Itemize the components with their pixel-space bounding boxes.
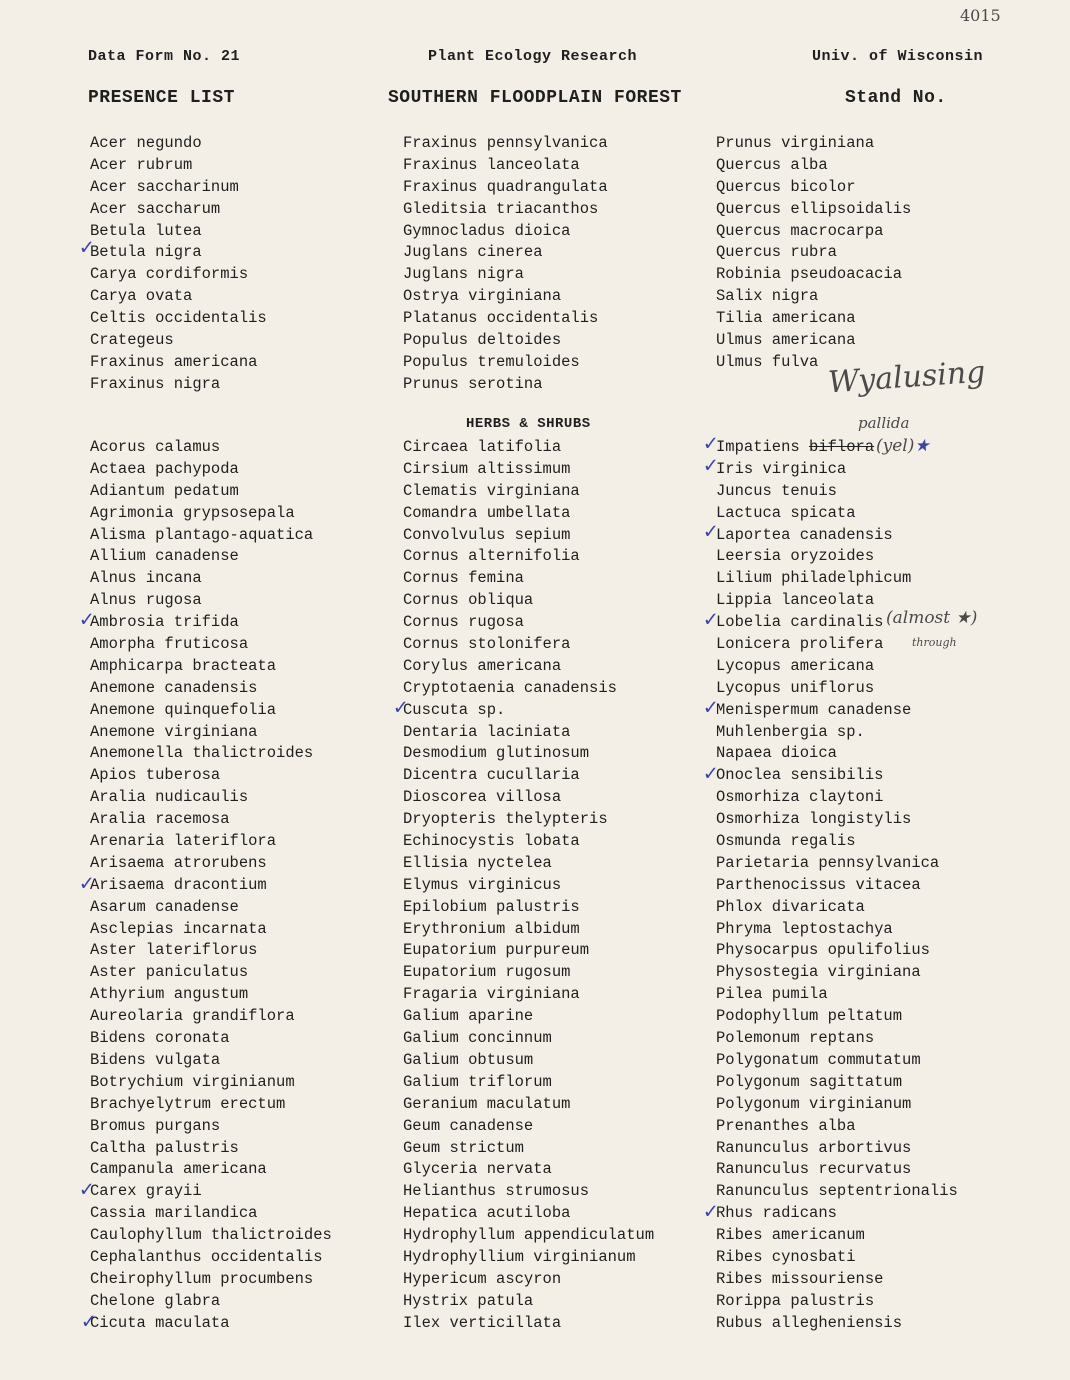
species-name: Epilobium palustris — [403, 897, 580, 916]
species-name: Osmorhiza longistylis — [716, 810, 912, 829]
species-name: Phryma leptostachya — [716, 919, 893, 938]
species-name: Juncus tenuis — [716, 481, 837, 500]
species-name: Galium obtusum — [403, 1050, 534, 1069]
species-name: Asclepias incarnata — [90, 919, 267, 938]
species-name: Anemone canadensis — [90, 678, 258, 697]
org-name: Plant Ecology Research — [428, 48, 638, 65]
herbs-column-2 — [403, 437, 654, 1335]
species-name: Aureolaria grandiflora — [90, 1007, 295, 1026]
species-name: Podophyllum peltatum — [716, 1007, 903, 1026]
species-name: Fraxinus pennsylvanica — [403, 134, 608, 152]
species-name: Anemone quinquefolia — [90, 700, 277, 719]
species-name: Amphicarpa bracteata — [90, 656, 277, 675]
herbs-column-1 — [90, 437, 332, 1335]
species-name: Phlox divaricata — [716, 897, 865, 916]
herbs-heading: HERBS & SHRUBS — [466, 416, 591, 432]
impatiens-suffix-text: (yel) — [876, 436, 915, 456]
species-name: Iris virginica — [716, 459, 847, 478]
species-name: Ranunculus recurvatus — [716, 1160, 912, 1179]
species-name: Hystrix patula — [403, 1291, 534, 1310]
species-name: Cornus stolonifera — [403, 635, 571, 654]
check-mark-icon: ✓ — [80, 236, 94, 261]
species-name: Erythronium albidum — [403, 919, 580, 938]
herbs-column-3 — [716, 437, 958, 1335]
page-number: 4015 — [960, 6, 1001, 25]
stand-label: Stand No. — [845, 88, 947, 108]
species-name: Alisma plantago-aquatica — [90, 525, 314, 544]
species-name: Populus tremuloides — [403, 352, 580, 371]
species-name: Rubus allegheniensis — [716, 1313, 903, 1332]
species-name: Fraxinus nigra — [90, 374, 221, 393]
species-name: Brachyelytrum erectum — [90, 1094, 286, 1113]
check-mark-icon: ✓ — [704, 1200, 718, 1225]
species-name: Lobelia cardinalis — [716, 613, 884, 632]
check-mark-icon: ✓ — [704, 762, 718, 787]
species-name: Agrimonia grypsosepala — [90, 503, 295, 522]
species-name: Corylus americana — [403, 656, 562, 675]
species-name: Ribes cynosbati — [716, 1247, 856, 1266]
species-name: Gleditsia triacanthos — [403, 199, 599, 218]
species-name: Betula lutea — [90, 221, 202, 240]
struck-epithet: biflora — [809, 438, 875, 456]
check-mark-icon: ✓ — [704, 608, 718, 633]
species-name: Quercus ellipsoidalis — [716, 199, 912, 218]
species-name: Hepatica acutiloba — [403, 1204, 571, 1223]
species-name: Lippia lanceolata — [716, 591, 875, 610]
species-name: Parietaria pennsylvanica — [716, 853, 940, 872]
species-name: Hypericum ascyron — [403, 1269, 562, 1288]
species-name: Populus deltoides — [403, 331, 562, 350]
species-name: Dryopteris thelypteris — [403, 810, 608, 829]
species-name: Eupatorium rugosum — [403, 963, 571, 982]
species-name: Cassia marilandica — [90, 1204, 258, 1223]
species-name: Echinocystis lobata — [403, 832, 580, 851]
species-name: Crategeus — [90, 331, 174, 350]
species-name: Anemone virginiana — [90, 722, 258, 741]
check-mark-icon: ✓ — [394, 696, 408, 721]
species-name: Acer rubrum — [90, 155, 193, 174]
species-name: Aralia nudicaulis — [90, 788, 249, 807]
species-name: Actaea pachypoda — [90, 459, 239, 478]
species-name: Anemonella thalictroides — [90, 744, 314, 763]
species-name: Juglans nigra — [403, 265, 524, 284]
species-name: Ulmus fulva — [716, 352, 819, 371]
species-name: Geum canadense — [403, 1116, 534, 1135]
species-name: Arisaema dracontium — [90, 875, 267, 894]
check-mark-icon: ✓ — [704, 520, 718, 545]
species-name: Platanus occidentalis — [403, 309, 599, 328]
forest-title: SOUTHERN FLOODPLAIN FOREST — [388, 88, 682, 108]
species-name: Cirsium altissimum — [403, 459, 571, 478]
species-name: Ambrosia trifida — [90, 613, 239, 632]
species-name: Pilea pumila — [716, 985, 828, 1004]
species-name: Acer negundo — [90, 134, 202, 152]
trees-column-3 — [716, 133, 911, 374]
species-name: Galium concinnum — [403, 1029, 552, 1048]
species-name: Aster paniculatus — [90, 963, 249, 982]
species-name: Celtis occidentalis — [90, 309, 267, 328]
species-name: Clematis virginiana — [403, 481, 580, 500]
species-name: Quercus macrocarpa — [716, 221, 884, 240]
stand-name-handwritten: Wyalusing — [826, 354, 987, 401]
species-name: Caulophyllum thalictroides — [90, 1226, 332, 1245]
species-name: Lactuca spicata — [716, 503, 856, 522]
species-name: Athyrium angustum — [90, 985, 249, 1004]
species-name: Ranunculus arbortivus — [716, 1138, 912, 1157]
species-name: Cicuta maculata — [90, 1313, 230, 1332]
species-name: Fraxinus americana — [90, 352, 258, 371]
species-name: Bidens vulgata — [90, 1050, 221, 1069]
species-name: Lilium philadelphicum — [716, 569, 912, 588]
species-name: Bidens coronata — [90, 1029, 230, 1048]
species-name: Leersia oryzoides — [716, 547, 875, 566]
check-mark-icon: ✓ — [704, 696, 718, 721]
species-name: Fragaria virginiana — [403, 985, 580, 1004]
species-name: Cornus obliqua — [403, 591, 534, 610]
species-name: Hydrophyllum appendiculatum — [403, 1226, 655, 1245]
species-name: Amorpha fruticosa — [90, 635, 249, 654]
species-name: Polemonum reptans — [716, 1029, 875, 1048]
species-name: Fraxinus lanceolata — [403, 155, 580, 174]
star-icon: ★ — [914, 436, 930, 456]
form-number: Data Form No. 21 — [88, 48, 241, 65]
species-name: Fraxinus quadrangulata — [403, 177, 608, 196]
species-name: Dentaria laciniata — [403, 722, 571, 741]
species-name: Prunus virginiana — [716, 134, 875, 152]
species-name: Gymnocladus dioica — [403, 221, 571, 240]
species-name: Carya cordiformis — [90, 265, 249, 284]
species-name: Carex grayii — [90, 1182, 202, 1201]
species-name: Juglans cinerea — [403, 243, 543, 262]
lobelia-sub-note: through — [912, 636, 957, 649]
check-mark-icon: ✓ — [704, 454, 718, 479]
species-name: Ilex verticillata — [403, 1313, 562, 1332]
species-name: Prenanthes alba — [716, 1116, 856, 1135]
species-name: Osmunda regalis — [716, 832, 856, 851]
species-name: Cornus alternifolia — [403, 547, 580, 566]
species-name: Ulmus americana — [716, 331, 856, 350]
list-title: PRESENCE LIST — [88, 88, 235, 108]
species-name: Cheirophyllum procumbens — [90, 1269, 314, 1288]
trees-column-2 — [403, 133, 608, 396]
species-name: Aralia racemosa — [90, 810, 230, 829]
species-name: Arenaria lateriflora — [90, 832, 277, 851]
species-name: Physostegia virginiana — [716, 963, 921, 982]
species-name: Bromus purgans — [90, 1116, 221, 1135]
check-mark-icon: ✓ — [80, 872, 94, 897]
species-name: Lycopus uniflorus — [716, 678, 875, 697]
species-name: Helianthus strumosus — [403, 1182, 590, 1201]
species-name: Asarum canadense — [90, 897, 239, 916]
species-name: Lycopus americana — [716, 656, 875, 675]
species-name: Elymus virginicus — [403, 875, 562, 894]
species-name: Dioscorea villosa — [403, 788, 562, 807]
species-name: Caltha palustris — [90, 1138, 239, 1157]
species-name: Physocarpus opulifolius — [716, 941, 930, 960]
species-name: Cornus femina — [403, 569, 524, 588]
species-name: Muhlenbergia sp. — [716, 722, 865, 741]
impatiens-suffix — [876, 436, 930, 456]
species-name: Apios tuberosa — [90, 766, 221, 785]
species-name: Onoclea sensibilis — [716, 766, 884, 785]
species-name: Ranunculus septentrionalis — [716, 1182, 958, 1201]
check-mark-icon: ✓ — [704, 432, 718, 457]
check-mark-icon: ✓ — [80, 608, 94, 633]
impatiens-note: pallida — [858, 414, 910, 432]
species-name: Galium triflorum — [403, 1072, 552, 1091]
lobelia-note: (almost ★) — [886, 608, 978, 628]
university: Univ. of Wisconsin — [812, 48, 984, 65]
species-name: Ostrya virginiana — [403, 287, 562, 306]
species-name: Cryptotaenia canadensis — [403, 678, 617, 697]
species-name: Quercus rubra — [716, 243, 837, 262]
species-name: Dicentra cucullaria — [403, 766, 580, 785]
species-name: Allium canadense — [90, 547, 239, 566]
species-name: Robinia pseudoacacia — [716, 265, 903, 284]
check-mark-icon: ✓ — [82, 1310, 96, 1335]
species-name: Acer saccharum — [90, 199, 221, 218]
species-name: Geum strictum — [403, 1138, 524, 1157]
species-name: Campanula americana — [90, 1160, 267, 1179]
species-name: Tilia americana — [716, 309, 856, 328]
species-name: Cephalanthus occidentalis — [90, 1247, 323, 1266]
species-name: Adiantum pedatum — [90, 481, 239, 500]
trees-column-1 — [90, 133, 267, 396]
species-name: Eupatorium purpureum — [403, 941, 590, 960]
species-name: Carya ovata — [90, 287, 193, 306]
species-name: Chelone glabra — [90, 1291, 221, 1310]
species-name: Botrychium virginianum — [90, 1072, 295, 1091]
species-name: Cornus rugosa — [403, 613, 524, 632]
species-name: Alnus incana — [90, 569, 202, 588]
species-name: Circaea latifolia — [403, 438, 562, 456]
species-name: Ribes missouriense — [716, 1269, 884, 1288]
species-name: Ribes americanum — [716, 1226, 865, 1245]
species-name: Arisaema atrorubens — [90, 853, 267, 872]
species-name: Lonicera prolifera — [716, 635, 884, 654]
species-name: Osmorhiza claytoni — [716, 788, 884, 807]
species-name: Aster lateriflorus — [90, 941, 258, 960]
species-name: Polygonatum commutatum — [716, 1050, 921, 1069]
species-name: Hydrophyllium virginianum — [403, 1247, 636, 1266]
species-name: Comandra umbellata — [403, 503, 571, 522]
species-name: Convolvulus sepium — [403, 525, 571, 544]
species-name: Cuscuta sp. — [403, 700, 506, 719]
species-name: Acer saccharinum — [90, 177, 239, 196]
species-name: Impatiens biflora — [716, 438, 875, 456]
species-name: Polygonum sagittatum — [716, 1072, 903, 1091]
species-name: Ellisia nyctelea — [403, 853, 552, 872]
species-name: Quercus bicolor — [716, 177, 856, 196]
species-name: Polygonum virginianum — [716, 1094, 912, 1113]
species-name: Rhus radicans — [716, 1204, 837, 1223]
check-mark-icon: ✓ — [80, 1178, 94, 1203]
species-name: Laportea canadensis — [716, 525, 893, 544]
species-name: Prunus serotina — [403, 374, 543, 393]
species-name: Betula nigra — [90, 243, 202, 262]
species-name: Napaea dioica — [716, 744, 837, 763]
species-name: Parthenocissus vitacea — [716, 875, 921, 894]
species-name: Geranium maculatum — [403, 1094, 571, 1113]
species-name: Quercus alba — [716, 155, 828, 174]
species-name: Galium aparine — [403, 1007, 534, 1026]
species-name: Alnus rugosa — [90, 591, 202, 610]
species-name: Salix nigra — [716, 287, 819, 306]
species-name: Acorus calamus — [90, 438, 221, 456]
species-name: Glyceria nervata — [403, 1160, 552, 1179]
species-name: Menispermum canadense — [716, 700, 912, 719]
species-name: Desmodium glutinosum — [403, 744, 590, 763]
species-name: Rorippa palustris — [716, 1291, 875, 1310]
